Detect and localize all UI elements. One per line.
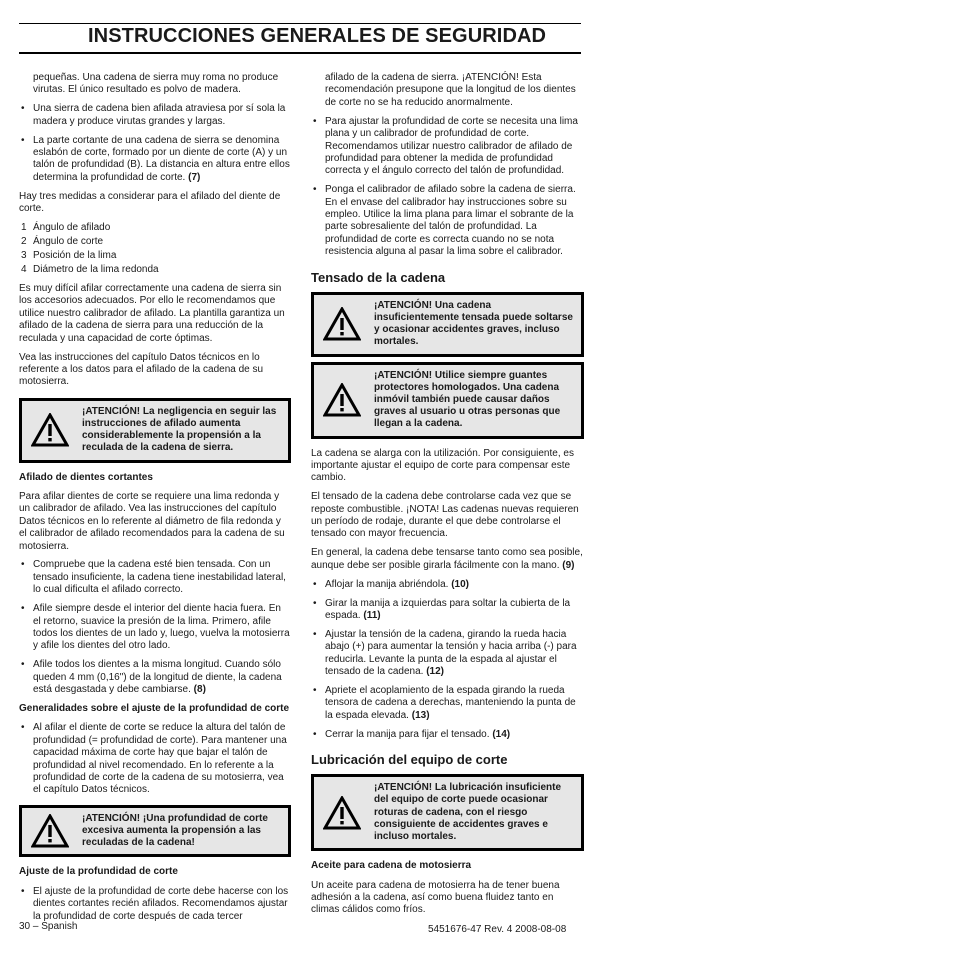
- figure-ref: (14): [492, 728, 511, 740]
- warning-text: ¡ATENCIÓN! La lubricación insuficiente del equipo de corte puede ocasionar roturas de cadena, con el riesgo consiguiente de accidentes graves e incluso mortales.: [374, 782, 562, 842]
- figure-ref: (8): [193, 684, 206, 696]
- warning-triangle-icon: [22, 814, 78, 848]
- paragraph: Para afilar dientes de corte se requiere una lima redonda y un calibrador de afilado. Vea las instrucciones del capítulo Datos técnicos en lo referente al diámetro de fila redonda y el calibrador de afilado recomendados para la cadena de su motosierra.: [19, 490, 285, 552]
- bullet-item: • Aflojar la manija abriéndola. (10): [311, 579, 584, 591]
- warning-box: [311, 774, 584, 851]
- section-heading: Lubricación del equipo de corte: [311, 752, 508, 768]
- warning-box: [19, 805, 291, 858]
- paragraph: Es muy difícil afilar correctamente una cadena de sierra sin los accesorios adecuados. Por ello le recomendamos que utilice nuestro calibrador de afilado. La plantilla garantiza un afilado de la cadena de sierra para una reducción de la reculada y una capacidad de corte óptimas.: [19, 282, 285, 344]
- subheading: Generalidades sobre el ajuste de la profundidad de corte: [19, 703, 290, 715]
- subheading: Ajuste de la profundidad de corte: [19, 866, 178, 878]
- warning-text: ¡ATENCIÓN! Utilice siempre guantes protectores homologados. Una cadena inmóvil también puede causar daños graves al usuario u otras personas que llegan a la cadena.: [374, 369, 561, 430]
- warning-box: [19, 398, 291, 463]
- warning-box: [311, 292, 584, 357]
- bullet-item: • Girar la manija a izquierdas para soltar la cubierta de la espada. (11): [311, 598, 584, 623]
- bullet-item: [19, 135, 291, 185]
- page-number: 30 – Spanish: [19, 921, 78, 932]
- figure-ref: (13): [411, 709, 430, 721]
- figure-ref: (11): [363, 609, 381, 621]
- bullet-item: • El ajuste de la profundidad de corte debe hacerse con los dientes cortantes recién afilados. Recomendamos ajustar la profundidad de corte después de cada tercer: [19, 886, 291, 923]
- bullet-item: • Al afilar el diente de corte se reduce la altura del talón de profundidad (= profundidad de corte). Para mantener una capacidad máxima de corte hay que bajar el talón de profundidad al nivel recomendado. En lo referente a la profundidad de corte de la cadena de su motosierra, vea el capítulo Datos técnicos.: [19, 722, 291, 796]
- warning-triangle-icon: [314, 796, 370, 830]
- bullet-item: • Afile siempre desde el interior del diente hacia fuera. En el retorno, suavice la presión de la lima. Primero, afile todos los dientes de un lado y, luego, vuelva la motosierra y afile los dientes del otro lado.: [19, 603, 291, 653]
- subheading: Afilado de dientes cortantes: [19, 471, 153, 483]
- bullet-text: La parte cortante de una cadena de sierra se denomina eslabón de corte, formado por un diente de corte (A) y un talón de profundidad (B). La distancia en altura entre ellos determina la profundidad de corte.: [33, 134, 290, 183]
- figure-ref: (9): [562, 559, 575, 571]
- warning-triangle-icon: [314, 383, 370, 417]
- warning-box: [311, 362, 584, 439]
- subheading: Aceite para cadena de motosierra: [311, 860, 472, 872]
- right-column: [311, 72, 584, 923]
- bullet-item: • Afile todos los dientes a la misma longitud. Cuando sólo queden 4 mm (0,16") de la longitud de diente, la cadena está desgastada y debe cambiarse. (8): [19, 659, 291, 696]
- warning-text: ¡ATENCIÓN! Una cadena insuficientemente tensada puede soltarse y ocasionar accidentes graves, incluso mortales.: [374, 299, 573, 348]
- warning-triangle-icon: [22, 413, 78, 447]
- paragraph: pequeñas. Una cadena de sierra muy roma no produce virutas. El único resultado es polvo de madera.: [33, 72, 279, 96]
- numbered-item: 3 Posición de la lima: [21, 250, 117, 262]
- paragraph: La cadena se alarga con la utilización. Por consiguiente, es importante ajustar el equipo de corte para compensar este cambio.: [311, 447, 574, 484]
- section-heading: Tensado de la cadena: [311, 269, 446, 285]
- title-rule-bottom: [19, 52, 581, 54]
- warning-triangle-icon: [314, 307, 370, 341]
- bullet-item: • Para ajustar la profundidad de corte se necesita una lima plana y un calibrador de profundidad de corte. Recomendamos utilizar nuestro calibrador de afilado de profundidad para obtener la medida de profundidad correcta y el ángulo correcto del talón de profundidad.: [311, 116, 584, 178]
- page-title: INSTRUCCIONES GENERALES DE SEGURIDAD: [88, 25, 547, 47]
- numbered-item: 2 Ángulo de corte: [21, 236, 104, 248]
- document-reference: 5451676-47 Rev. 4 2008-08-08: [428, 924, 567, 935]
- left-column: [19, 72, 291, 930]
- bullet-item: • Una sierra de cadena bien afilada atraviesa por sí sola la madera y produce virutas grandes y largas.: [19, 103, 291, 128]
- bullet-item: • Apriete el acoplamiento de la espada girando la rueda tensora de cadena a derechas, manteniendo la punta de la espada elevada. (13): [311, 685, 584, 722]
- figure-ref: (10): [451, 578, 469, 590]
- figure-ref: (7): [188, 171, 201, 183]
- warning-text: ¡ATENCIÓN! La negligencia en seguir las instrucciones de afilado aumenta considerablemente la propensión a la reculada de la cadena de sierra.: [82, 405, 277, 454]
- paragraph: afilado de la cadena de sierra. ¡ATENCIÓN! Esta recomendación presupone que la longitud de los dientes de corte no se ha reducido anormalmente.: [325, 72, 576, 108]
- numbered-item: 4 Diámetro de la lima redonda: [21, 264, 159, 276]
- bullet-item: • Compruebe que la cadena esté bien tensada. Con un tensado insuficiente, la cadena tiene inestabilidad lateral, lo cual dificulta el afilado correcto.: [19, 559, 291, 596]
- paragraph: El tensado de la cadena debe controlarse cada vez que se reposte combustible. ¡NOTA! Las cadenas nuevas requieren un período de rodaje, durante el que debe controlarse el tensado con mayor frecuencia.: [311, 491, 579, 540]
- figure-ref: (12): [426, 666, 444, 678]
- warning-text: ¡ATENCIÓN! ¡Una profundidad de corte excesiva aumenta la propensión a las reculadas de la cadena!: [82, 812, 268, 849]
- title-rule-top: [19, 23, 581, 24]
- paragraph: Hay tres medidas a considerar para el afilado del diente de corte.: [19, 190, 281, 215]
- bullet-item: • Cerrar la manija para fijar el tensado. (14): [311, 729, 584, 741]
- numbered-item: 1 Ángulo de afilado: [21, 222, 111, 234]
- bullet-item: • Ajustar la tensión de la cadena, girando la rueda hacia abajo (+) para aumentar la tensión y hacia arriba (-) para reducirla. Levante la punta de la espada al ajustar el tensado de la cadena. (12): [311, 629, 584, 679]
- bullet-item: • Ponga el calibrador de afilado sobre la cadena de sierra. En el envase del calibrador hay instrucciones sobre su empleo. Utilice la lima plana para limar el sobrante de la parte sobresaliente del talón de profundidad. La profundidad de corte es correcta cuando no se nota resistencia alguna al pasar la lima sobre el calibrador.: [311, 184, 584, 258]
- paragraph: En general, la cadena debe tensarse tanto como sea posible, aunque debe ser posible girarla fácilmente con la mano. (9): [311, 547, 583, 571]
- paragraph: Un aceite para cadena de motosierra ha de tener buena adhesión a la cadena, así como buena fluidez tanto en climas cálidos como fríos.: [311, 879, 560, 916]
- paragraph: Vea las instrucciones del capítulo Datos técnicos en lo referente a los datos para el afilado de la cadena de su motosierra.: [19, 351, 264, 388]
